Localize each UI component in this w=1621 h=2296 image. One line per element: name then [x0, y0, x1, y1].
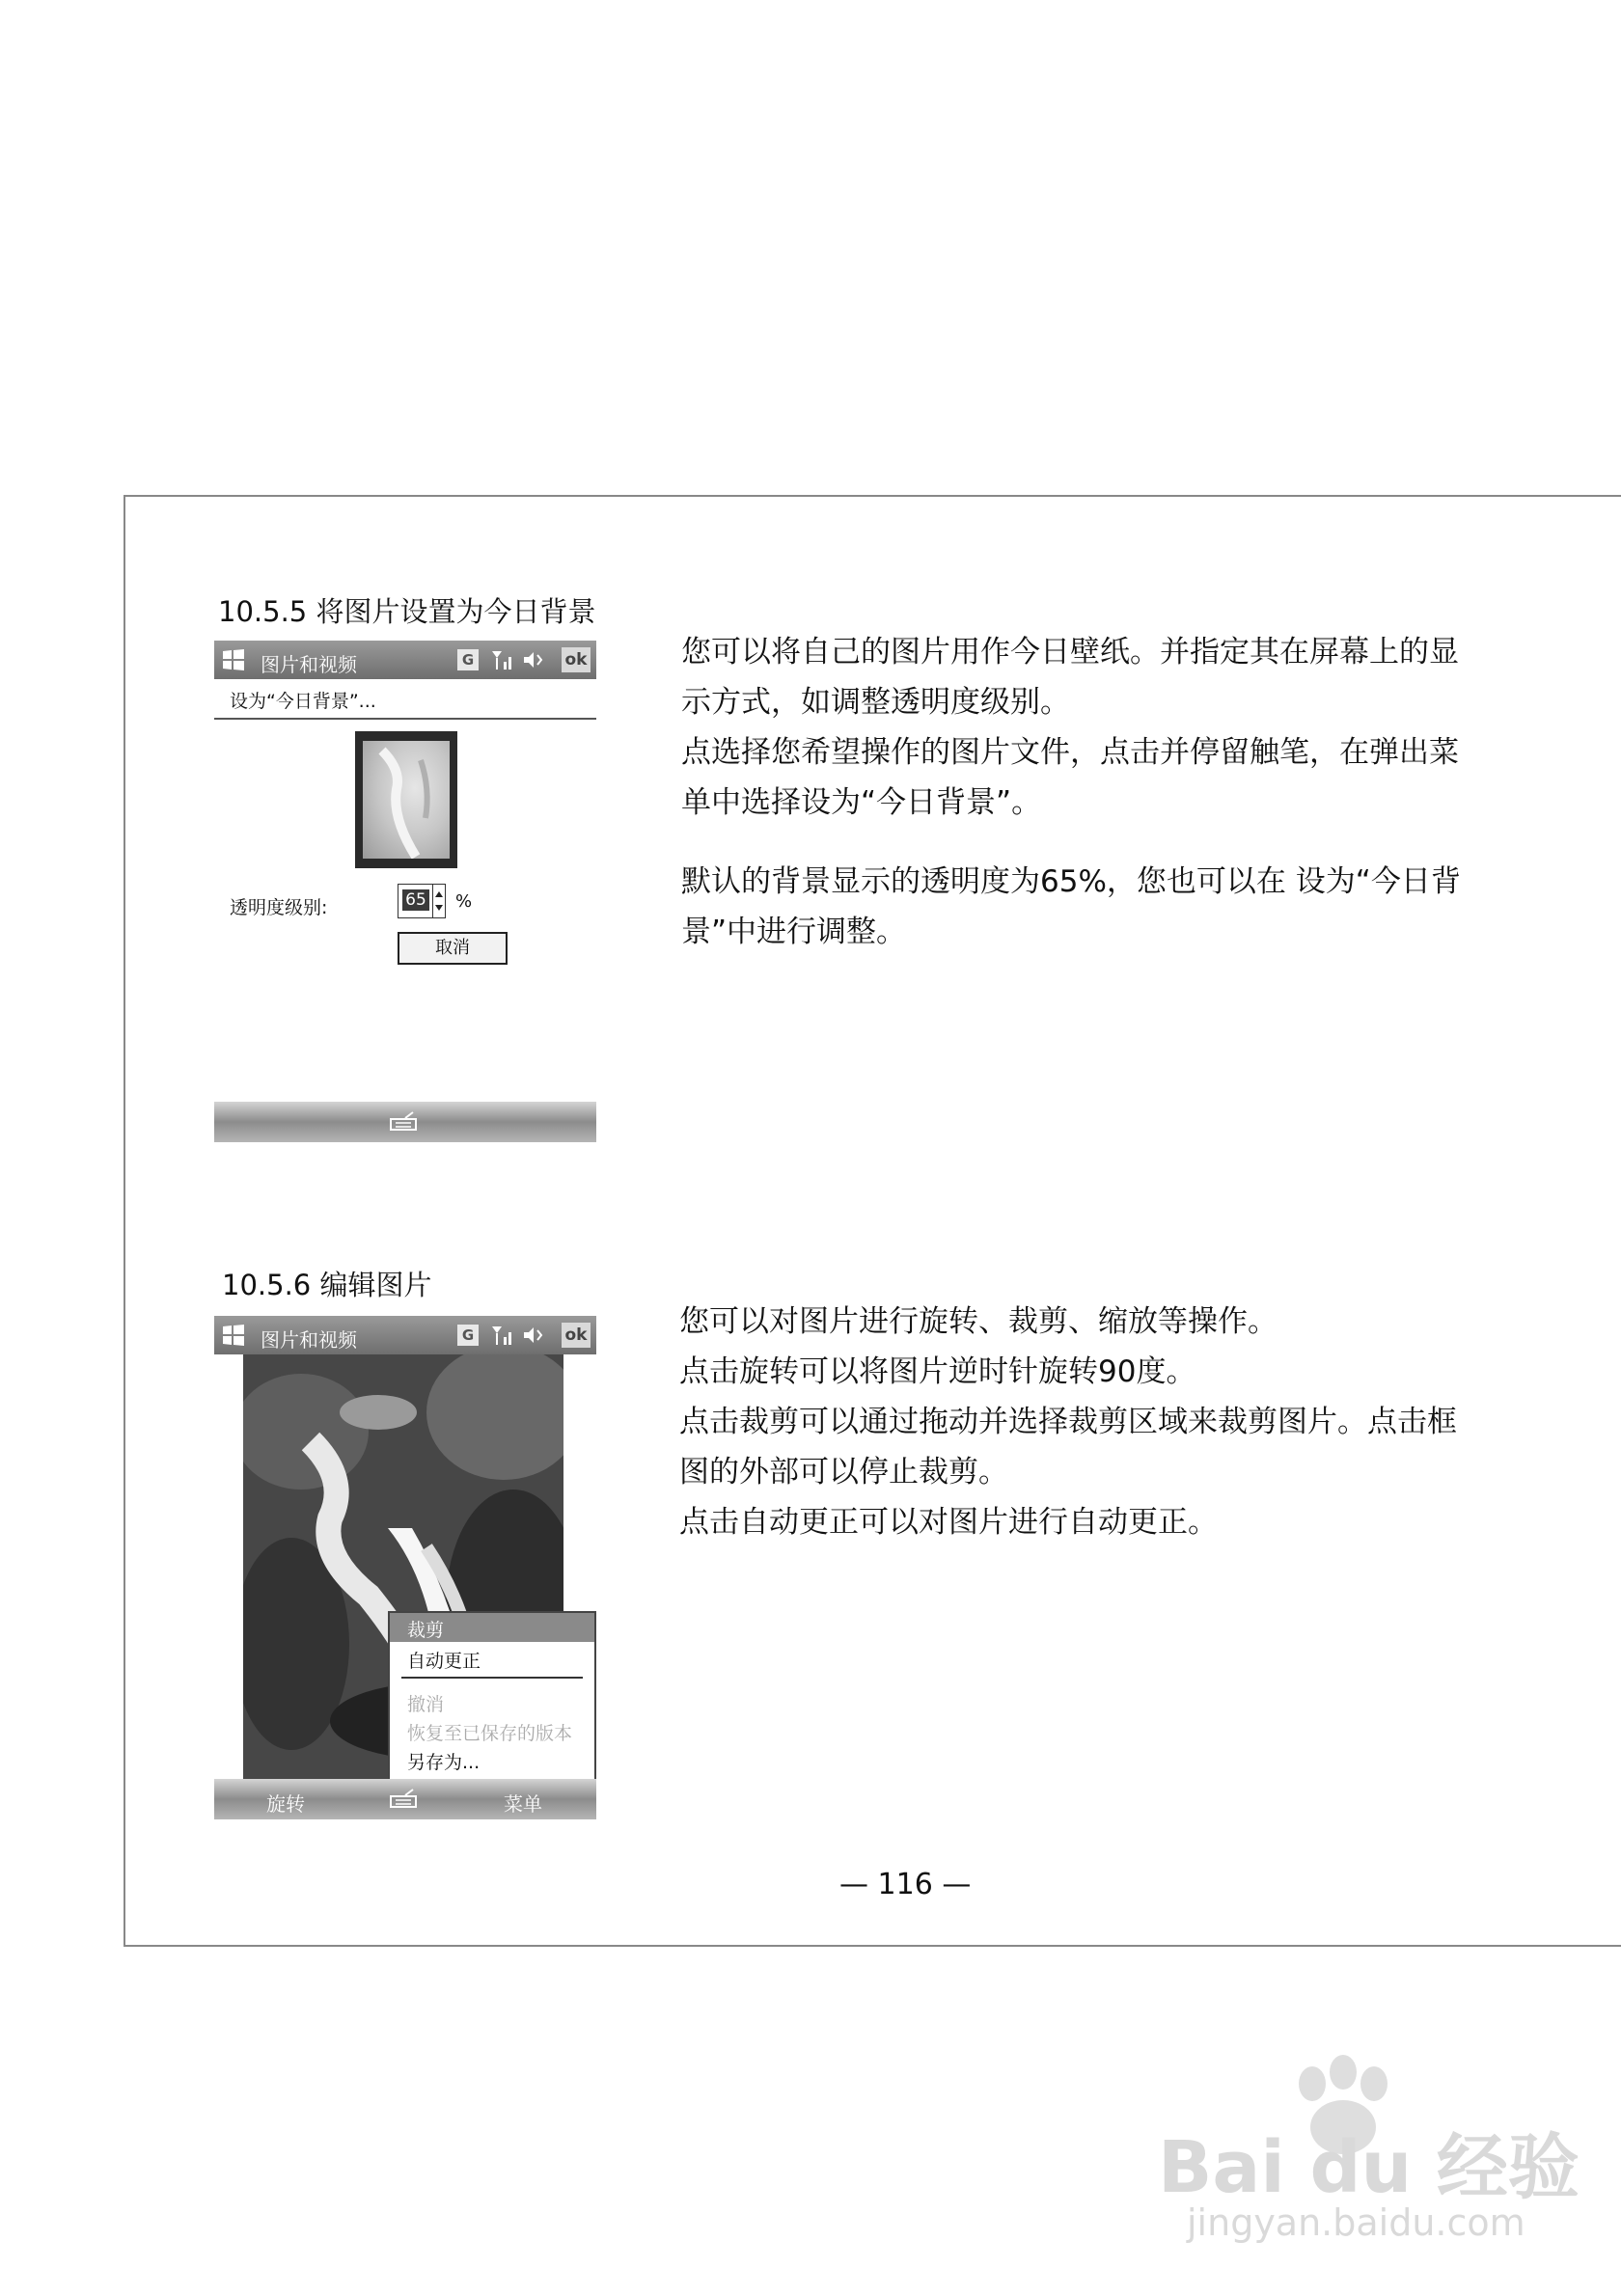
preview-image — [363, 741, 450, 859]
volume-icon[interactable] — [521, 1324, 546, 1347]
waterfall-thumbnail — [363, 741, 450, 859]
section-title-1: 10.5.5 将图片设置为今日背景 — [218, 595, 596, 628]
paragraph: 默认的背景显示的透明度为65%，您也可以在 设为“今日背 — [681, 864, 1461, 899]
menu-item-auto-correct[interactable]: 自动更正 — [407, 1651, 481, 1672]
title-bar — [214, 1316, 596, 1354]
paragraph: 您可以对图片进行旋转、裁剪、缩放等操作。 — [679, 1304, 1278, 1339]
volume-icon[interactable] — [521, 648, 546, 671]
ok-button[interactable]: ok — [562, 647, 591, 672]
section2-description — [679, 1297, 1457, 1547]
app-title: 图片和视频 — [261, 653, 357, 676]
cancel-button[interactable]: 取消 — [398, 932, 508, 965]
menu-item-revert: 恢复至已保存的版本 — [407, 1723, 573, 1744]
transparency-value[interactable]: 65 — [402, 889, 429, 911]
spinner-arrows[interactable] — [432, 885, 445, 917]
section-title-2: 10.5.6 编辑图片 — [222, 1269, 432, 1301]
context-menu — [388, 1611, 596, 1781]
menu-item-save-as[interactable]: 另存为... — [407, 1752, 481, 1773]
bottom-softkey-bar — [214, 1102, 596, 1142]
title-bar — [214, 641, 596, 679]
app-title: 图片和视频 — [261, 1328, 357, 1352]
watermark-url: jingyan.baidu.com — [1187, 2201, 1525, 2244]
paragraph: 图的外部可以停止裁剪。 — [679, 1455, 1008, 1490]
menu-separator — [401, 1677, 583, 1679]
gprs-badge: G — [457, 649, 479, 670]
up-down-arrow-icon[interactable] — [433, 885, 445, 917]
divider — [214, 718, 596, 720]
percent-sign: % — [455, 891, 473, 912]
keyboard-icon[interactable] — [390, 1789, 417, 1808]
transparency-label: 透明度级别: — [230, 897, 328, 918]
transparency-spinner[interactable] — [398, 884, 446, 918]
paragraph: 单中选择设为“今日背景”。 — [681, 785, 1042, 820]
gprs-badge: G — [457, 1325, 479, 1346]
signal-icon[interactable] — [490, 648, 515, 671]
menu-item-crop[interactable]: 裁剪 — [407, 1620, 445, 1641]
menu-item-undo: 撤消 — [407, 1694, 445, 1715]
paragraph: 您可以将自己的图片用作今日壁纸。并指定其在屏幕上的显 — [681, 635, 1459, 670]
ok-button[interactable]: ok — [562, 1323, 591, 1348]
preview-frame — [355, 731, 457, 868]
section1-description — [681, 627, 1461, 957]
menu-softkey[interactable]: 菜单 — [504, 1792, 542, 1816]
windows-start-icon[interactable] — [220, 646, 247, 673]
screen-edit-picture — [214, 1316, 596, 1819]
signal-icon[interactable] — [490, 1324, 515, 1347]
dialog-heading: 设为“今日背景”... — [230, 691, 376, 712]
paragraph: 点击自动更正可以对图片进行自动更正。 — [679, 1505, 1218, 1540]
screen-set-background — [214, 641, 596, 1142]
rotate-softkey[interactable]: 旋转 — [266, 1792, 305, 1816]
paragraph: 点击旋转可以将图片逆时针旋转90度。 — [679, 1354, 1196, 1389]
paragraph: 景”中进行调整。 — [681, 915, 907, 949]
paragraph: 点击裁剪可以通过拖动并选择裁剪区域来裁剪图片。点击框 — [679, 1405, 1457, 1439]
bottom-softkey-bar — [214, 1779, 596, 1819]
paragraph: 点选择您希望操作的图片文件，点击并停留触笔，在弹出菜 — [681, 735, 1459, 770]
paragraph: 示方式，如调整透明度级别。 — [681, 685, 1070, 720]
watermark-brand: Bai du 经验 — [1158, 2126, 1580, 2209]
keyboard-icon[interactable] — [390, 1111, 417, 1131]
windows-start-icon[interactable] — [220, 1322, 247, 1349]
page-number: — 116 — — [839, 1868, 972, 1901]
